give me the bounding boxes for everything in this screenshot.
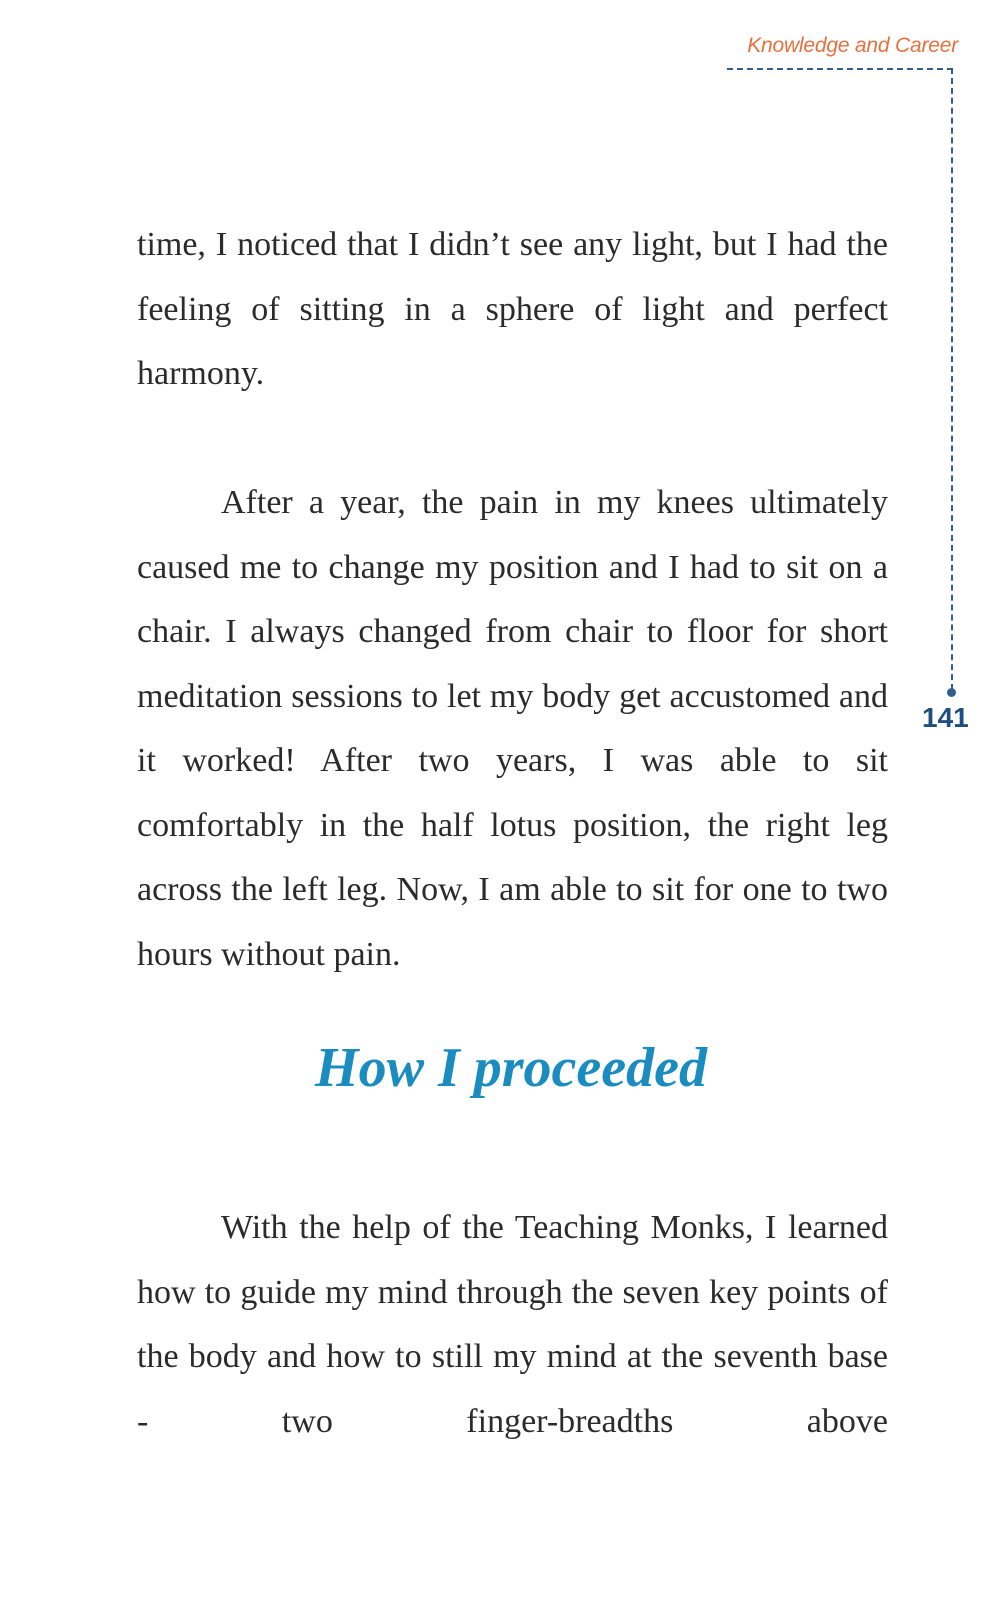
paragraph-knee-pain: After a year, the pain in my knees ultimately caused me to change my position and I had to sit on a chair. I always changed from chair to floor for short meditation sessions to let my body get accustomed and it worked! After two years, I was able to sit comfortably in the half lotus position, the right leg across the left leg. Now, I am able to sit for one to two hours without pain. xyxy=(137,484,888,973)
header-dashed-rule xyxy=(727,68,953,70)
section-heading: How I proceeded xyxy=(315,1037,707,1099)
paragraph-teaching-monks: With the help of the Teaching Monks, I learned how to guide my mind through the seven key points of the body and how to still my mind at the seventh base - two finger-breadths above xyxy=(137,1209,888,1440)
paragraph-continuation: time, I noticed that I didn’t see any light, but I had the feeling of sitting in a sphere of light and perfect harmony. xyxy=(137,226,888,392)
running-head-title: Knowledge and Career xyxy=(747,34,958,57)
page-number: 141 xyxy=(922,702,969,733)
margin-dashed-rule xyxy=(951,68,953,690)
rule-end-dot xyxy=(947,688,956,697)
